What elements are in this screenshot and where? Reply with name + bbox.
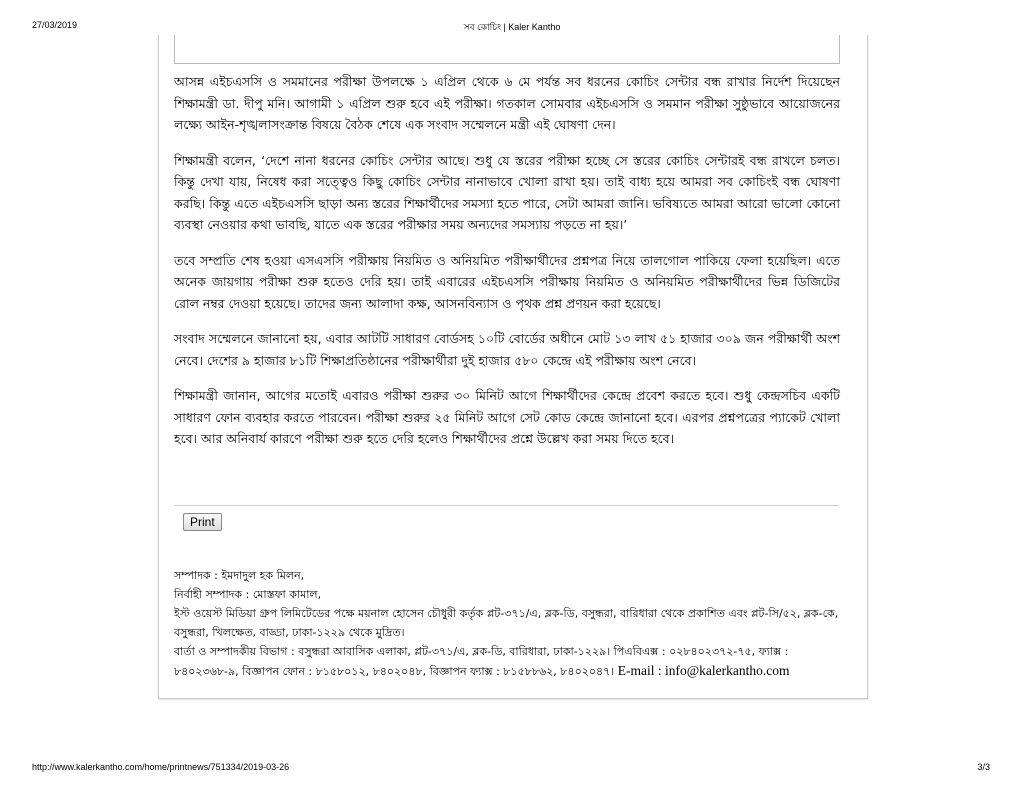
article-container xyxy=(158,35,868,699)
contact-line xyxy=(174,642,854,681)
email-text: E-mail : info@kalerkantho.com xyxy=(617,663,790,678)
paragraph: সংবাদ সম্মেলনে জানানো হয়, এবার আটটি সাধারণ বোর্ডসহ ১০টি বোর্ডের অধীনে মোট ১৩ লাখ ৫১ হাজার ৩০৯ জন পরীক্ষার্থী অংশ নেবে। দেশের ৯ হাজার ৮১টি শিক্ষাপ্রতিষ্ঠানের পরীক্ষার্থীরা দুই হাজার ৫৮০ কেন্দ্রে এই পরীক্ষায় অংশ নেবে। xyxy=(174,331,840,368)
publisher-line: ইস্ট ওয়েস্ট মিডিয়া গ্রুপ লিমিটেডের পক্ষে ময়নাল হোসেন চৌধুরী কর্তৃক প্লট-৩৭১/এ, ব্লক-ডি, বসুন্ধরা, বারিধারা থেকে প্রকাশিত এবং প্লট-সি/৫২, ব্লক-কে, বসুন্ধরা, খিলক্ষেত, বাড্ডা, ঢাকা-১২২৯ থেকে মুদ্রিত। xyxy=(174,607,839,639)
paragraph: শিক্ষামন্ত্রী বলেন, ‘দেশে নানা ধরনের কোচিং সেন্টার আছে। শুধু যে স্তরের পরীক্ষা হচ্ছে সে স্তরের কোচিং সেন্টারই বন্ধ রাখলে চলত। কিন্তু দেখা যায়, নিষেধ করা সত্ত্বেও কিছু কোচিং সেন্টার নানাভাবে খোলা রাখা হয়। তাই বাধ্য হয়ে আমরা সব কোচিংই বন্ধ ঘোষণা করছি। কিন্তু এতে এইচএসসি ছাড়া অন্য স্তরের শিক্ষার্থীদের সমস্যা হতে পারে, সেটা আমরা জানি। ভবিষ্যতে আমরা আরো ভালো কোনো ব্যবস্থা নেওয়ার কথা ভাবছি, যাতে এক স্তরের পরীক্ষার সময় অন্যদের সমস্যায় পড়তে না হয়।’ xyxy=(174,152,840,232)
top-box xyxy=(174,35,840,64)
divider xyxy=(174,505,839,506)
page-title: সব কোচিং | Kaler Kantho xyxy=(463,22,561,32)
article-body xyxy=(174,71,840,464)
executive-editor-line: নির্বাহী সম্পাদক : মোস্তফা কামাল, xyxy=(174,588,322,601)
print-date: 27/03/2019 xyxy=(32,20,78,30)
contact-text: বার্তা ও সম্পাদকীয় বিভাগ : বসুন্ধরা আবাসিক এলাকা, প্লট-৩৭১/এ, ব্লক-ডি, বারিধারা, ঢাকা-১২২৯। পিএবিএক্স : ০২৮৪০২৩৭২-৭৫, ফ্যাক্স : ৮৪০২৩৬৮-৯, বিজ্ঞাপন ফোন : ৮১৫৮০১২, ৮৪০২০৪৮, বিজ্ঞাপন ফ্যাক্স : ৮১৫৮৮৬২, ৮৪০২০৪৭। xyxy=(174,645,789,678)
page-url: http://www.kalerkantho.com/home/printnews/751334/2019-03-26 xyxy=(32,762,290,772)
paragraph: শিক্ষামন্ত্রী জানান, আগের মতোই এবারও পরীক্ষা শুরুর ৩০ মিনিট আগে শিক্ষার্থীদের কেন্দ্রে প্রবেশ করতে হবে। শুধু কেন্দ্রসচিব একটি সাধারণ ফোন ব্যবহার করতে পারবেন। পরীক্ষা শুরুর ২৫ মিনিট আগে সেট কোড কেন্দ্রে জানানো হবে। এরপর প্রশ্নপত্রের প্যাকেট খোলা হবে। আর অনিবার্য কারণে পরীক্ষা শুরু হতে দেরি হলেও শিক্ষার্থীদের প্রশ্নে উল্লেখ করা সময় দিতে হবে। xyxy=(174,388,840,446)
editor-line: সম্পাদক : ইমদাদুল হক মিলন, xyxy=(174,569,305,582)
imprint xyxy=(174,566,854,681)
paragraph: তবে সম্প্রতি শেষ হওয়া এসএসসি পরীক্ষায় নিয়মিত ও অনিয়মিত পরীক্ষার্থীদের প্রশ্নপত্র নিয়ে তালগোল পাকিয়ে ফেলা হয়েছিল। এতে অনেক জায়গায় পরীক্ষা শুরু হতেও দেরি হয়। তাই এবারের এইচএসসি পরীক্ষায় নিয়মিত ও অনিয়মিত পরীক্ষার্থীদের ভিন্ন ডিজিটের রোল নম্বর দেওয়া হয়েছে। তাদের জন্য আলাদা কক্ষ, আসনবিন্যাস ও পৃথক প্রশ্ন প্রণয়ন করা হয়েছে। xyxy=(174,252,840,311)
page-number: 3/3 xyxy=(977,762,990,772)
print-button[interactable]: Print xyxy=(183,513,222,531)
paragraph: আসন্ন এইচএসসি ও সমমানের পরীক্ষা উপলক্ষে ১ এপ্রিল থেকে ৬ মে পর্যন্ত সব ধরনের কোচিং সেন্টার বন্ধ রাখার নির্দেশ দিয়েছেন শিক্ষামন্ত্রী ডা. দীপু মনি। আগামী ১ এপ্রিল শুরু হবে এই পরীক্ষা। গতকাল সোমবার এইচএসসি ও সমমান পরীক্ষা সুষ্ঠুভাবে আয়োজনের লক্ষ্যে আইন-শৃঙ্খলাসংক্রান্ত বিষয়ে বৈঠক শেষে এক সংবাদ সম্মেলনে মন্ত্রী এই ঘোষণা দেন। xyxy=(174,74,840,132)
